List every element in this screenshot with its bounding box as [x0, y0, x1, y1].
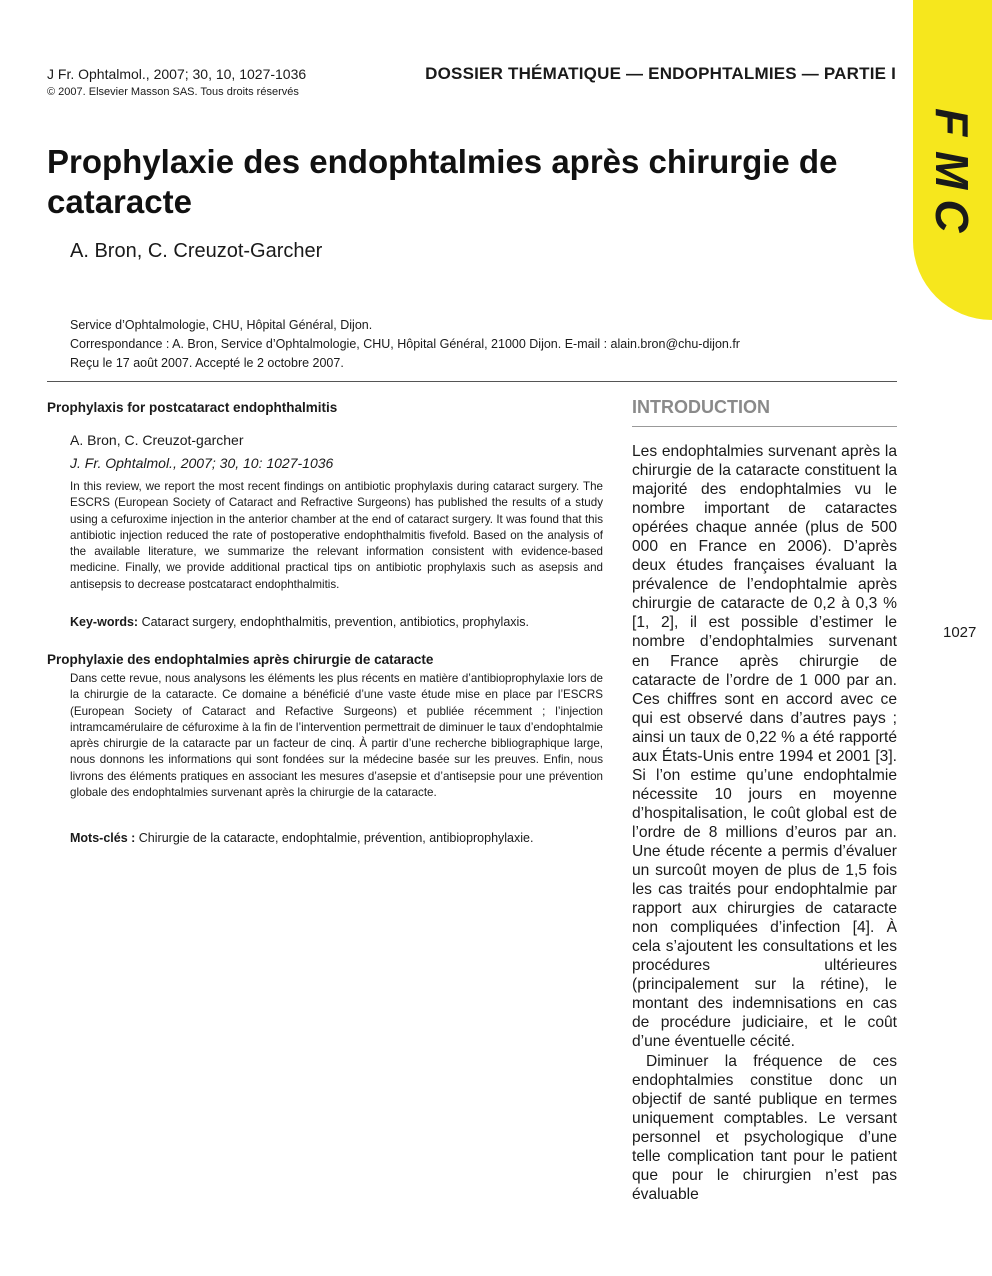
english-authors: A. Bron, C. Creuzot-garcher [70, 432, 244, 448]
french-abstract: Dans cette revue, nous analysons les éléments les plus récents en matière d’antibioprophylaxie lors de la chirurgie de la cataracte. Ce domaine a bénéficié d’une vaste étude mise en place par l’ESCRS (European Society of Cataract and Refactive Surgeons) et publiée récemment ; l’injection intramcamérulaire de céfuroxime à la fin de l’intervention permettrait de diminuer le taux d’endophtalmie après chirurgie de la cataracte par un facteur de cinq. À partir d’une recherche bibliographique large, nous donnons les informations qui sont fondées sur la médecine basée sur les preuves. Enfin, nous livrons des éléments pratiques en associant les mesures d’asepsie et d’antisepsie pour une prévention globale des endophtalmies survenant après la chirurgie de la cataracte. [70, 672, 603, 800]
french-abstract-heading: Prophylaxie des endophtalmies après chirurgie de cataracte [47, 652, 434, 667]
page-number: 1027 [943, 624, 977, 641]
fmc-side-tab [913, 0, 992, 320]
introduction-heading: INTRODUCTION [632, 397, 770, 417]
introduction-paragraph: Les endophtalmies survenant après la chirurgie de la cataracte constituent la majorité des endophtalmies vu le nombre important de cataractes opérées chaque année (plus de 500 000 en France en 2006). D’après deux études françaises évaluant la prévalence de l’endophtalmie après chirurgie de cataracte de 0,2 à 0,3 % [1, 2], il est possible d’estimer le nombre d’endophtalmies survenant en France après chirurgie de cataracte de l’ordre de 1 000 par an. Ces chiffres sont en accord avec ce qui est observé dans d’autres pays ; ainsi un taux de 0,22 % a été rapporté aux États-Unis entre 1994 et 2001 [3]. Si l’on estime qu’une endophtalmie nécessite 10 jours en moyenne d’hospitalisation, le coût global est de l’ordre de 8 millions d’euros par an. Une étude récente a permis d’évaluer un surcoût moyen de plus de 1,5 fois les cas traités pour endophtalmie par rapport aux chirurgies de cataracte non compliquées d’infection [4]. À cela s’ajoutent les consultations et les procédures ultérieures (principalement sur la rétine), le montant des indemnisations en cas de procédure judiciaire, et le coût d’une éventuelle cécité. [632, 443, 897, 1051]
english-abstract-heading: Prophylaxis for postcataract endophthalmitis [47, 400, 338, 415]
fmc-letter-m: M [926, 150, 978, 190]
english-citation: J. Fr. Ophtalmol., 2007; 30, 10: 1027-1036 [70, 455, 334, 471]
french-keywords-list: Chirurgie de la cataracte, endophtalmie, prévention, antibioprophylaxie. [138, 831, 534, 845]
french-keywords [70, 831, 533, 845]
introduction-body [632, 442, 897, 1204]
journal-reference: J Fr. Ophtalmol., 2007; 30, 10, 1027-1036 [47, 66, 307, 82]
english-abstract: In this review, we report the most recent findings on antibiotic prophylaxis during cataract surgery. The ESCRS (European Society of Cataract and Refractive Surgeons) has published the results of a study using a cefuroxime injection in the anterior chamber at the end of cataract surgery. It was found that this antibiotic injection reduced the rate of postoperative endophthalmitis fivefold. Based on the analysis of the available literature, we summarize the relevant information consistent with evidence-based medicine. Finally, we provide additional practical tips on antibiotic prophylaxis such as asepsis and antisepsis to decrease postcataract endophthalmitis. [70, 480, 603, 591]
article-authors: A. Bron, C. Creuzot-Garcher [70, 240, 323, 262]
dossier-heading: DOSSIER THÉMATIQUE — ENDOPHTALMIES — PARTIE I [425, 64, 896, 83]
introduction-paragraph: Diminuer la fréquence de ces endophtalmies constitue donc un objectif de santé publique en termes uniquement comptables. Le versant personnel et psychologique d’une telle complication tant pour le patient que pour le chirurgien n’est pas évaluable [632, 1052, 897, 1203]
fmc-letter-f: F [926, 107, 978, 137]
affiliation-block [70, 316, 740, 373]
fmc-letter-c: C [926, 199, 978, 233]
english-keywords-list: Cataract surgery, endophthalmitis, prevention, antibiotics, prophylaxis. [141, 615, 530, 629]
french-keywords-label: Mots-clés : [70, 831, 136, 845]
english-keywords [70, 615, 529, 629]
english-keywords-label: Key-words: [70, 615, 139, 629]
header-divider [47, 381, 897, 382]
correspondence: Correspondance : A. Bron, Service d’Ophtalmologie, CHU, Hôpital Général, 21000 Dijon. E-mail : alain.bron@chu-dijon.fr [70, 337, 740, 351]
introduction-divider [632, 426, 897, 427]
affiliation: Service d’Ophtalmologie, CHU, Hôpital Général, Dijon. [70, 318, 373, 332]
received-dates: Reçu le 17 août 2007. Accepté le 2 octobre 2007. [70, 356, 344, 370]
copyright-notice: © 2007. Elsevier Masson SAS. Tous droits réservés [47, 86, 299, 98]
article-title: Prophylaxie des endophtalmies après chirurgie de cataracte [47, 143, 838, 220]
